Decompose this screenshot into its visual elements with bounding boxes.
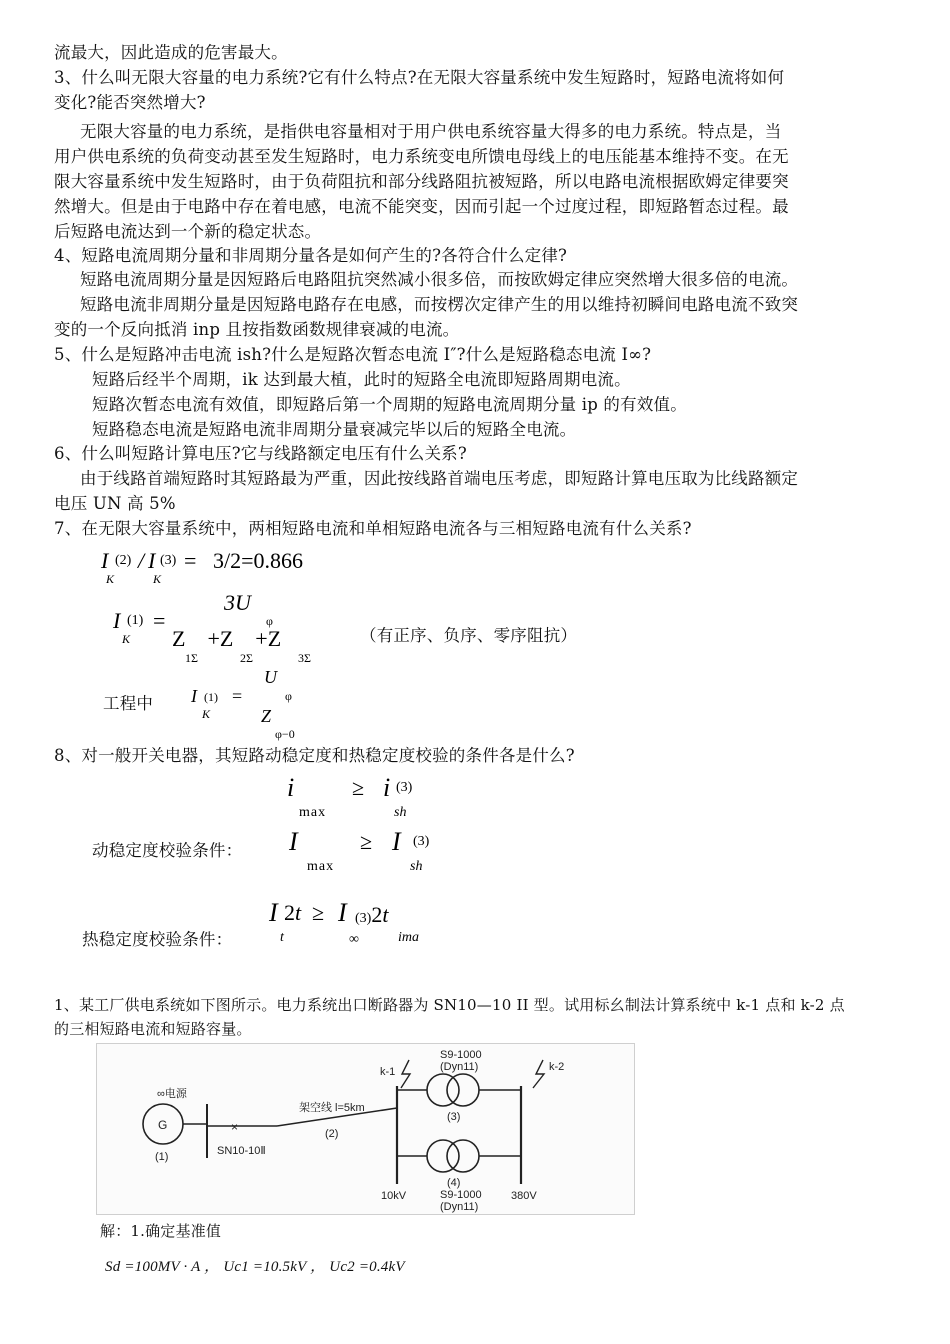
answer-5-line: 短路次暂态电流有效值，即短路后第一个周期的短路电流周期分量 ip 的有效值。 xyxy=(92,395,687,414)
question-7-line: 7、在无限大容量系统中，两相短路电流和单相短路电流各与三相短路电流有什么关系? xyxy=(54,519,692,538)
question-4-line: 4、短路电流周期分量和非周期分量各是如何产生的?各符合什么定律? xyxy=(54,246,568,265)
formula-i1: I xyxy=(191,686,197,706)
answer-3-line: 后短路电流达到一个新的稳定状态。 xyxy=(54,222,322,241)
question-3-line: 3、什么叫无限大容量的电力系统?它有什么特点?在无限大容量系统中发生短路时，短路电流将如何 xyxy=(54,68,785,87)
question-6-line: 6、什么叫短路计算电压?它与线路额定电压有什么关系? xyxy=(54,444,467,463)
engineering-label: 工程中 xyxy=(103,694,154,713)
question-8-line: 8、对一般开关电器，其短路动稳定度和热稳定度校验的条件各是什么? xyxy=(54,746,575,765)
formula-ish: I xyxy=(392,827,401,856)
formula-sub: ∞ xyxy=(349,932,359,947)
formula-sub: sh xyxy=(410,859,423,874)
formula-sub: φ−0 xyxy=(275,727,295,741)
formula-sub: max xyxy=(307,859,335,874)
formula-geq: ≥ xyxy=(352,775,365,800)
formula-sub: 3Σ xyxy=(298,651,311,665)
transformer-bottom xyxy=(427,1140,459,1172)
problem-line: 的三相短路电流和短路容量。 xyxy=(54,1020,252,1038)
formula-ish: i xyxy=(383,773,391,802)
formula-sup: (2) xyxy=(115,553,132,568)
answer-3-line: 限大容量系统中发生短路时，由于负荷阻抗和部分线路阻抗被短路，所以电路电流根据欧姆定律要突 xyxy=(54,172,789,191)
breaker-symbol: × xyxy=(231,1120,239,1134)
formula-sup: 2t xyxy=(284,900,302,925)
formula-sup: (3) xyxy=(160,553,177,568)
formula-i1: I xyxy=(113,608,121,633)
answer-5-line: 短路稳态电流是短路电流非周期分量衰减完毕以后的短路全电流。 xyxy=(92,420,577,439)
problem-line: 1、某工厂供电系统如下图所示。电力系统出口断路器为 SN10—10 II 型。试用标幺制法计算系统中 k-1 点和 k-2 点 xyxy=(54,996,845,1014)
transformer-top xyxy=(427,1074,459,1106)
formula-sub: φ xyxy=(285,689,292,703)
component-number: (4) xyxy=(447,1177,461,1189)
solution-step: 解：1.确定基准值 xyxy=(100,1222,222,1240)
fault-label-k1: k-1 xyxy=(380,1066,396,1078)
formula-sub: K xyxy=(153,572,162,586)
voltage-label: 10kV xyxy=(381,1190,407,1202)
formula-sup: (3) xyxy=(413,834,430,849)
transformer-connection: (Dyn11) xyxy=(440,1061,479,1073)
transformer-connection: (Dyn11) xyxy=(440,1201,479,1213)
transformer-model: S9-1000 xyxy=(440,1049,482,1061)
formula-imax: I xyxy=(289,827,298,856)
text-line: 流最大，因此造成的危害最大。 xyxy=(54,43,288,62)
formula-sub: ima xyxy=(398,930,419,945)
formula-sub: K xyxy=(122,632,131,646)
formula-i3: I xyxy=(148,548,156,573)
component-number: (2) xyxy=(325,1128,339,1140)
answer-5-line: 短路后经半个周期，ik 达到最大植，此时的短路全电流即短路周期电流。 xyxy=(92,370,631,389)
dynamic-stability-label: 动稳定度校验条件： xyxy=(92,841,243,860)
formula-denominator: Z xyxy=(261,706,272,726)
formula-i2: I xyxy=(101,548,109,573)
voltage-label: 380V xyxy=(511,1190,537,1202)
answer-6-line: 由于线路首端短路时其短路最为严重，因此按线路首端电压考虑，即短路计算电压取为比线路额定 xyxy=(80,469,799,488)
formula-numerator: 3U xyxy=(224,590,251,615)
formula-sub: K xyxy=(106,572,115,586)
formula-sub: φ xyxy=(266,614,273,628)
formula-slash: / xyxy=(138,548,145,573)
generator-label: G xyxy=(158,1118,168,1132)
formula-numerator: U xyxy=(264,667,277,687)
fault-label-k2: k-2 xyxy=(549,1061,565,1073)
formula-sub: max xyxy=(299,805,327,820)
thermal-stability-label: 热稳定度校验条件： xyxy=(82,930,233,949)
answer-3-line: 用户供电系统的负荷变动甚至发生短路时，电力系统变电所馈电母线上的电压能基本维持不变。在无 xyxy=(54,147,789,166)
formula-equals: = xyxy=(184,548,197,573)
formula-it: I xyxy=(269,898,278,927)
formula-sup: (3)2t xyxy=(355,902,389,927)
formula-sub: 1Σ xyxy=(185,651,198,665)
breaker-label: SN10-10Ⅱ xyxy=(217,1145,266,1157)
source-label: ∞电源 xyxy=(157,1088,187,1100)
formula-geq: ≥ xyxy=(360,829,373,854)
formula-sup: (1) xyxy=(204,690,218,704)
line-label: 架空线 l=5km xyxy=(299,1102,365,1114)
formula-sup: (3) xyxy=(396,780,413,795)
fault-arrow-k1 xyxy=(401,1060,410,1088)
answer-3-line: 然增大。但是由于电路中存在着电感，电流不能突变，因而引起一个过度过程，即短路暂态过程。最 xyxy=(54,197,789,216)
answer-4-line: 变的一个反向抵消 inp 且按指数函数规律衰减的电流。 xyxy=(54,320,460,339)
formula-sub: t xyxy=(280,930,284,945)
component-number: (3) xyxy=(447,1111,461,1123)
base-values: Sd =100MV · A ， Uc1 =10.5kV ， Uc2 =0.4kV xyxy=(105,1259,405,1275)
transformer-model: S9-1000 xyxy=(440,1189,482,1201)
formula-denominator: Z +Z +Z xyxy=(172,626,282,651)
formula-sub: sh xyxy=(394,805,407,820)
question-5-line: 5、什么是短路冲击电流 ish?什么是短路次暂态电流 I″?什么是短路稳态电流 I∞? xyxy=(54,345,652,364)
formula-sup: (1) xyxy=(127,613,144,628)
answer-4-line: 短路电流非周期分量是因短路电路存在电感，而按楞次定律产生的用以维持初瞬间电路电流不致突 xyxy=(80,295,799,314)
circuit-svg xyxy=(97,1044,634,1214)
impedance-note: （有正序、负序、零序阻抗） xyxy=(360,626,578,645)
answer-6-line: 电压 UN 高 5% xyxy=(54,494,176,513)
formula-imax: i xyxy=(287,773,295,802)
formula-equals: = xyxy=(232,686,243,706)
answer-4-line: 短路电流周期分量是因短路后电路阻抗突然减小很多倍，而按欧姆定律应突然增大很多倍的电流。 xyxy=(80,270,799,289)
circuit-diagram xyxy=(96,1043,635,1215)
formula-sub: 2Σ xyxy=(240,651,253,665)
formula-ratio: 3/2=0.866 xyxy=(213,548,304,573)
formula-sub: K xyxy=(202,707,211,721)
question-3-line: 变化?能否突然增大? xyxy=(54,93,206,112)
fault-arrow-k2 xyxy=(533,1060,544,1088)
formula-equals: = xyxy=(153,608,166,633)
component-number: (1) xyxy=(155,1151,169,1163)
formula-geq: ≥ xyxy=(312,900,325,925)
formula-iinf: I xyxy=(338,898,347,927)
answer-3-line: 无限大容量的电力系统，是指供电容量相对于用户供电系统容量大得多的电力系统。特点是，当 xyxy=(80,122,782,141)
